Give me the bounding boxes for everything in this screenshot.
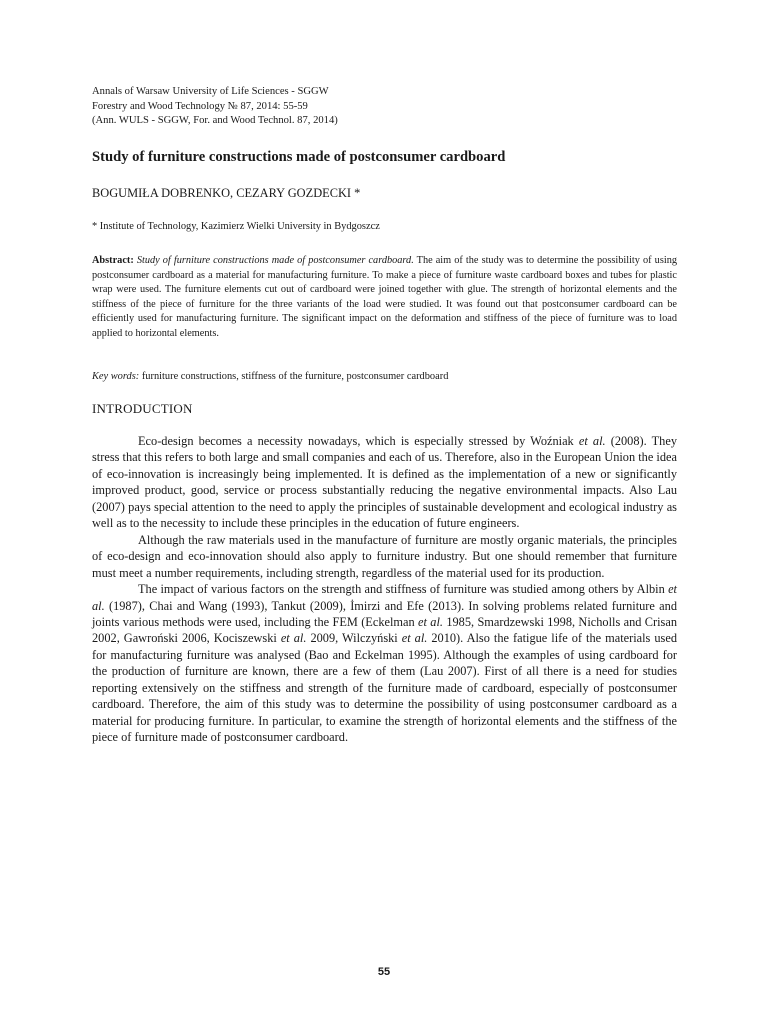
body-text-run: (2008). They stress that this refers to both large and small companies and each of us. Therefore, also in the European Union the idea of eco-innovation is increasingly being implemented. It is defined as the implementation of a new or significantly improved product, good, service or process substantially reducing the negative environmental impacts. Also Lau (2007) pays special attention to the need to apply the principles of sustainable development and ecological industry as well as to the necessity to include these principles in the education of future engineers. bbox=[92, 434, 677, 531]
body-paragraph: Although the raw materials used in the manufacture of furniture are mostly organic materials, the principles of eco-design and eco-innovation should also apply to furniture industry. But one should remember that furniture must meet a number requirements, including strength, regardless of the material used for its production. bbox=[92, 532, 677, 580]
journal-citation-line: (Ann. WULS - SGGW, For. and Wood Technol. 87, 2014) bbox=[92, 115, 338, 126]
author-list: BOGUMIŁA DOBRENKO, CEZARY GOZDECKI * bbox=[92, 186, 361, 200]
journal-name-line: Annals of Warsaw University of Life Sciences - SGGW bbox=[92, 86, 329, 97]
section-heading-introduction: INTRODUCTION bbox=[92, 401, 193, 416]
paper-title: Study of furniture constructions made of postconsumer cardboard bbox=[92, 149, 506, 165]
journal-issue-line: Forestry and Wood Technology № 87, 2014: 55-59 bbox=[92, 100, 308, 112]
et-al-italic: et al. bbox=[92, 582, 677, 613]
body-text-run: Eco-design becomes a necessity nowadays, which is especially stressed by Woźniak bbox=[138, 434, 579, 448]
page-number: 55 bbox=[377, 966, 391, 978]
abstract-italic-title: Study of furniture constructions made of postconsumer cardboard. bbox=[136, 255, 414, 266]
keywords bbox=[92, 369, 677, 384]
body-paragraph bbox=[92, 433, 677, 532]
body-text-run: 2009, Wilczyński bbox=[306, 631, 402, 646]
body-text-run: 1985, Smardzewski 1998, Nicholls and Crisan 2002, Gawroński 2006, Kociszewski bbox=[92, 614, 678, 646]
abstract bbox=[92, 254, 677, 342]
abstract-label: Abstract: bbox=[92, 255, 134, 266]
body-paragraph bbox=[92, 581, 677, 746]
et-al-italic: et al. bbox=[401, 631, 428, 646]
author-affiliation: * Institute of Technology, Kazimierz Wielki University in Bydgoszcz bbox=[92, 221, 380, 232]
keywords-text: furniture constructions, stiffness of the furniture, postconsumer cardboard bbox=[139, 371, 449, 382]
body-text-run: The impact of various factors on the strength and stiffness of furniture was studied among others by Albin bbox=[138, 582, 669, 597]
et-al-italic: et al. bbox=[280, 631, 307, 646]
journal-header bbox=[92, 85, 677, 129]
et-al-italic: et al. bbox=[418, 614, 443, 629]
introduction-body bbox=[92, 433, 677, 746]
et-al-italic: et al. bbox=[578, 434, 606, 448]
body-text-run: (1987), Chai and Wang (1993), Tankut (2009), İmirzi and Efe (2013). In solving problems related furniture and joints various methods were used, including the FEM (Eckelman bbox=[92, 598, 677, 629]
abstract-text: The aim of the study was to determine the possibility of using postconsumer cardboard as a material for manufacturing furniture. To make a piece of furniture waste cardboard boxes and tubes for plastic wrap were used. The furniture elements cut out of cardboard were joined together with glue. The strength of horizontal elements and the stiffness of the piece of furniture for the three variants of the load were studied. It was found out that postconsumer cardboard can be efficiently used for manufacturing furniture. The significant impact on the deformation and stiffness of the piece of furniture was to load applied to horizontal elements. bbox=[92, 255, 677, 339]
body-text-run: 2010). Also the fatigue life of the materials used for manufacturing furniture was analysed (Bao and Eckelman 1995). Although the examples of using cardboard for the production of furniture are known, there are a few of them (Lau 2007). First of all there is a need for studies reporting extensively on the stiffness and strength of the furniture made of cardboard, especially of postconsumer cardboard. Therefore, the aim of this study was to determine the possibility of using postconsumer cardboard as a material for producing furniture. In particular, to examine the strength of horizontal elements and the stiffness of the piece of furniture made of postconsumer cardboard. bbox=[92, 631, 677, 745]
keywords-label: Key words: bbox=[92, 371, 140, 382]
